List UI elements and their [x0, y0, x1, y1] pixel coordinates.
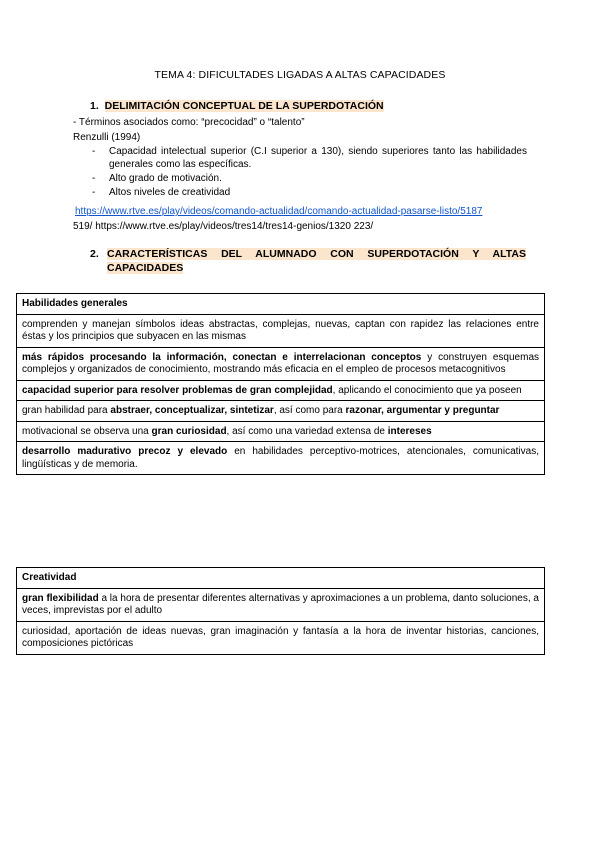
table-row	[17, 314, 545, 347]
list-item: - Capacidad intelectual superior (C.I superior a 130), siendo superiores tanto las habilidades generales como las específicas.	[90, 145, 527, 171]
bold-text: más rápidos procesando la información, conectan e interrelacionan conceptos	[22, 351, 422, 363]
section-2-heading	[90, 248, 526, 275]
bold-text: gran curiosidad	[151, 425, 227, 437]
habilidades-generales-table	[16, 293, 545, 475]
table-row	[17, 401, 545, 422]
cell-text: , aplicando el conocimiento que ya poseen	[332, 384, 522, 396]
video-reference-text: 519/ https://www.rtve.es/play/videos/tres14/tres14-genios/1320 223/	[73, 221, 374, 232]
section-1-title: DELIMITACIÓN CONCEPTUAL DE LA SUPERDOTACIÓN	[104, 100, 384, 112]
cell-text: curiosidad, aportación de ideas nuevas, gran imaginación y fantasía a la hora de inventar historias, canciones, composiciones pictóricas	[22, 625, 539, 649]
cell-text: gran habilidad para	[22, 405, 111, 416]
bold-text: capacidad superior para resolver problemas de gran complejidad	[22, 384, 333, 396]
terms-line: - Términos asociados como: “precocidad” o “talento”	[73, 117, 305, 128]
section-2-title: CARACTERÍSTICAS DEL ALUMNADO CON SUPERDOTACIÓN Y ALTAS CAPACIDADES	[107, 248, 526, 274]
author-reference: Renzulli (1994)	[73, 132, 141, 143]
cell-text: , así como una variedad extensa de	[226, 425, 388, 437]
cell-text: comprenden y manejan símbolos ideas abstractas, complejas, nuevas, captan con rapidez las relaciones entre éstas y los principios que subyacen en las mismas	[22, 318, 539, 342]
bold-text: desarrollo madurativo precoz y elevado	[22, 446, 228, 457]
list-item: - Alto grado de motivación.	[90, 172, 527, 185]
table-row	[17, 442, 545, 475]
bold-text: intereses	[387, 425, 432, 437]
cell-text: y construyen esquemas complejos y organizados de conocimiento, mostrando más eficacia en el empleo de procesos metacognitivos	[22, 351, 540, 375]
bold-text: abstraer, conceptualizar, sintetizar	[110, 405, 274, 416]
cell-text: a la hora de presentar diferentes alternativas y aproximaciones a un problema, danto soluciones, a veces, imprevistas por el adulto	[22, 592, 539, 616]
table-header: Creatividad	[17, 568, 545, 589]
table-row	[17, 588, 545, 621]
renzulli-bullet-list	[90, 145, 527, 200]
section-1-number: 1.	[90, 100, 99, 112]
table-header: Habilidades generales	[17, 294, 545, 315]
cell-text: en habilidades perceptivo-motrices, atencionales, comunicativas, lingüísticas y de memoria.	[22, 446, 539, 470]
section-1-heading	[90, 100, 384, 114]
cell-text: motivacional se observa una	[22, 425, 152, 437]
cell-text: , así como para	[273, 405, 346, 416]
table-row	[17, 380, 545, 401]
section-2-number: 2.	[90, 248, 99, 260]
rtve-video-link[interactable]: https://www.rtve.es/play/videos/comando-actualidad/comando-actualidad-pasarse-listo/5187	[75, 206, 483, 217]
table-row	[17, 347, 545, 380]
table-row	[17, 621, 545, 654]
list-item: - Altos niveles de creatividad	[90, 186, 527, 199]
creatividad-table	[16, 567, 545, 655]
bold-text: razonar, argumentar y preguntar	[345, 405, 500, 416]
document-title: TEMA 4: DIFICULTADES LIGADAS A ALTAS CAPACIDADES	[154, 69, 446, 81]
bold-text: gran flexibilidad	[22, 592, 99, 604]
table-row	[17, 421, 545, 442]
